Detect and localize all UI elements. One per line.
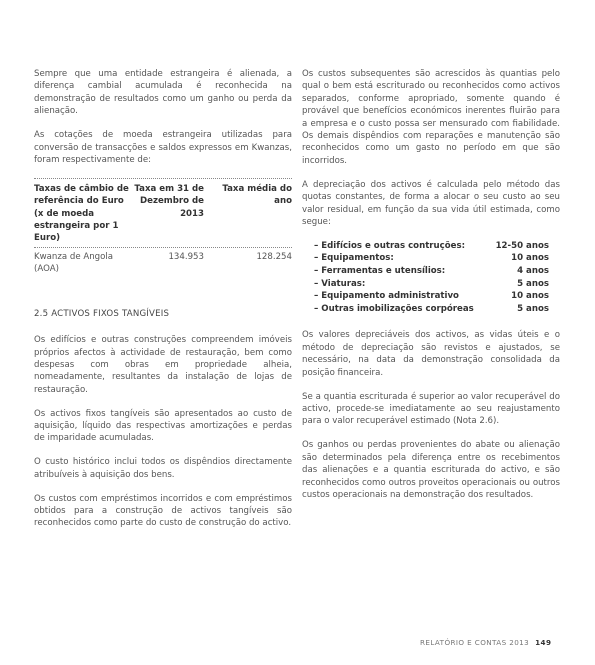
column-header: Taxas de câmbio de referência do Euro (x de moeda estrangeira por 1 Euro) xyxy=(34,183,129,244)
report-title: RELATÓRIO E CONTAS 2013 xyxy=(420,638,530,647)
list-item xyxy=(314,303,549,316)
asset-class: – Ferramentas e utensílios: xyxy=(314,266,446,277)
table-header-row xyxy=(34,179,292,248)
useful-life: 10 anos xyxy=(511,253,549,264)
paragraph: Os valores depreciáveis dos activos, as vidas úteis e o método de depreciação são revistos e ajustados, se necessário, na data da demonstração consolidada da posição financeira. xyxy=(302,330,560,378)
paragraph: Os custos subsequentes são acrescidos às quantias pelo qual o bem está escriturado ou reconhecidos como activos separados, conforme apropriado, somente quando é provável que benefícios económicos inerentes fluirão para a empresa e o custo possa ser mensurado com fiabilidade. Os demais dispêndios com reparações e manutenção são reconhecidos como um gasto no período em que são incorridos. xyxy=(302,69,560,166)
asset-class: – Edifícios e outras contruções: xyxy=(314,240,466,251)
column-header: Taxa em 31 de Dezembro de 2013 xyxy=(134,183,204,219)
useful-life: 5 anos xyxy=(517,278,549,289)
paragraph: Os activos fixos tangíveis são apresentados ao custo de aquisição, líquido das respectivas amortizações e perdas de imparidade acumuladas. xyxy=(34,408,292,444)
table-cell: Kwanza de Angola (AOA) xyxy=(34,251,114,275)
useful-life: 12-50 anos xyxy=(495,240,549,251)
table-cell: 128.254 xyxy=(256,251,292,262)
paragraph: Os ganhos ou perdas provenientes do abate ou alienação são determinados pela diferença entre os recebimentos das alienações e a quantia escriturada do activo, e são reconhecidos como outros proveitos operacionais ou outros custos operacionais na demonstração dos resultados. xyxy=(302,440,560,500)
paragraph: O custo histórico inclui todos os dispêndios directamente atribuíveis à aquisição dos bens. xyxy=(34,457,292,480)
page-number: 149 xyxy=(535,638,552,647)
paragraph: As cotações de moeda estrangeira utilizadas para conversão de transacções e saldos expressos em Kwanzas, foram respectivamente de: xyxy=(34,130,292,165)
useful-life: 5 anos xyxy=(517,303,549,314)
paragraph: Os custos com empréstimos incorridos e com empréstimos obtidos para a construção de activos tangíveis são reconhecidos como parte do custo de construção do activo. xyxy=(34,493,292,529)
right-column xyxy=(302,68,560,513)
useful-life: 10 anos xyxy=(511,291,549,302)
asset-class: – Equipamentos: xyxy=(314,253,394,264)
useful-life: 4 anos xyxy=(517,266,549,277)
paragraph: Sempre que uma entidade estrangeira é alienada, a diferença cambial acumulada é reconhecida na demonstração de resultados como um ganho ou perda da alienação. xyxy=(34,69,292,117)
useful-life-list xyxy=(314,240,549,316)
table-cell: 134.953 xyxy=(168,251,204,262)
asset-class: – Equipamento administrativo xyxy=(314,291,459,302)
paragraph: A depreciação dos activos é calculada pelo método das quotas constantes, de forma a alocar o seu custo ao seu valor residual, em função da sua vida útil estimada, como segue: xyxy=(302,179,560,227)
asset-class: – Outras imobilizações corpóreas xyxy=(314,303,474,314)
list-item xyxy=(314,265,549,278)
column-header: Taxa média do ano xyxy=(222,183,292,207)
section-title: 2.5 ACTIVOS FIXOS TANGÍVEIS xyxy=(34,308,170,319)
exchange-rate-table xyxy=(34,178,292,276)
paragraph: Os edifícios e outras construções compreendem imóveis próprios afectos à actividade de restauração, bem como despesas com obras em propriedade alheia, nomeadamente, resultantes da instalação de lojas de restauração. xyxy=(34,335,292,395)
list-item xyxy=(314,252,549,265)
asset-class: – Viaturas: xyxy=(314,278,366,289)
list-item xyxy=(314,290,549,303)
paragraph: Se a quantia escriturada é superior ao valor recuperável do activo, procede-se imediatamente ao seu reajustamento para o valor recuperável estimado (Nota 2.6). xyxy=(302,391,560,427)
table-row xyxy=(34,248,292,276)
list-item xyxy=(314,240,549,253)
page-footer xyxy=(420,637,551,649)
list-item xyxy=(314,278,549,291)
left-column xyxy=(34,68,292,541)
